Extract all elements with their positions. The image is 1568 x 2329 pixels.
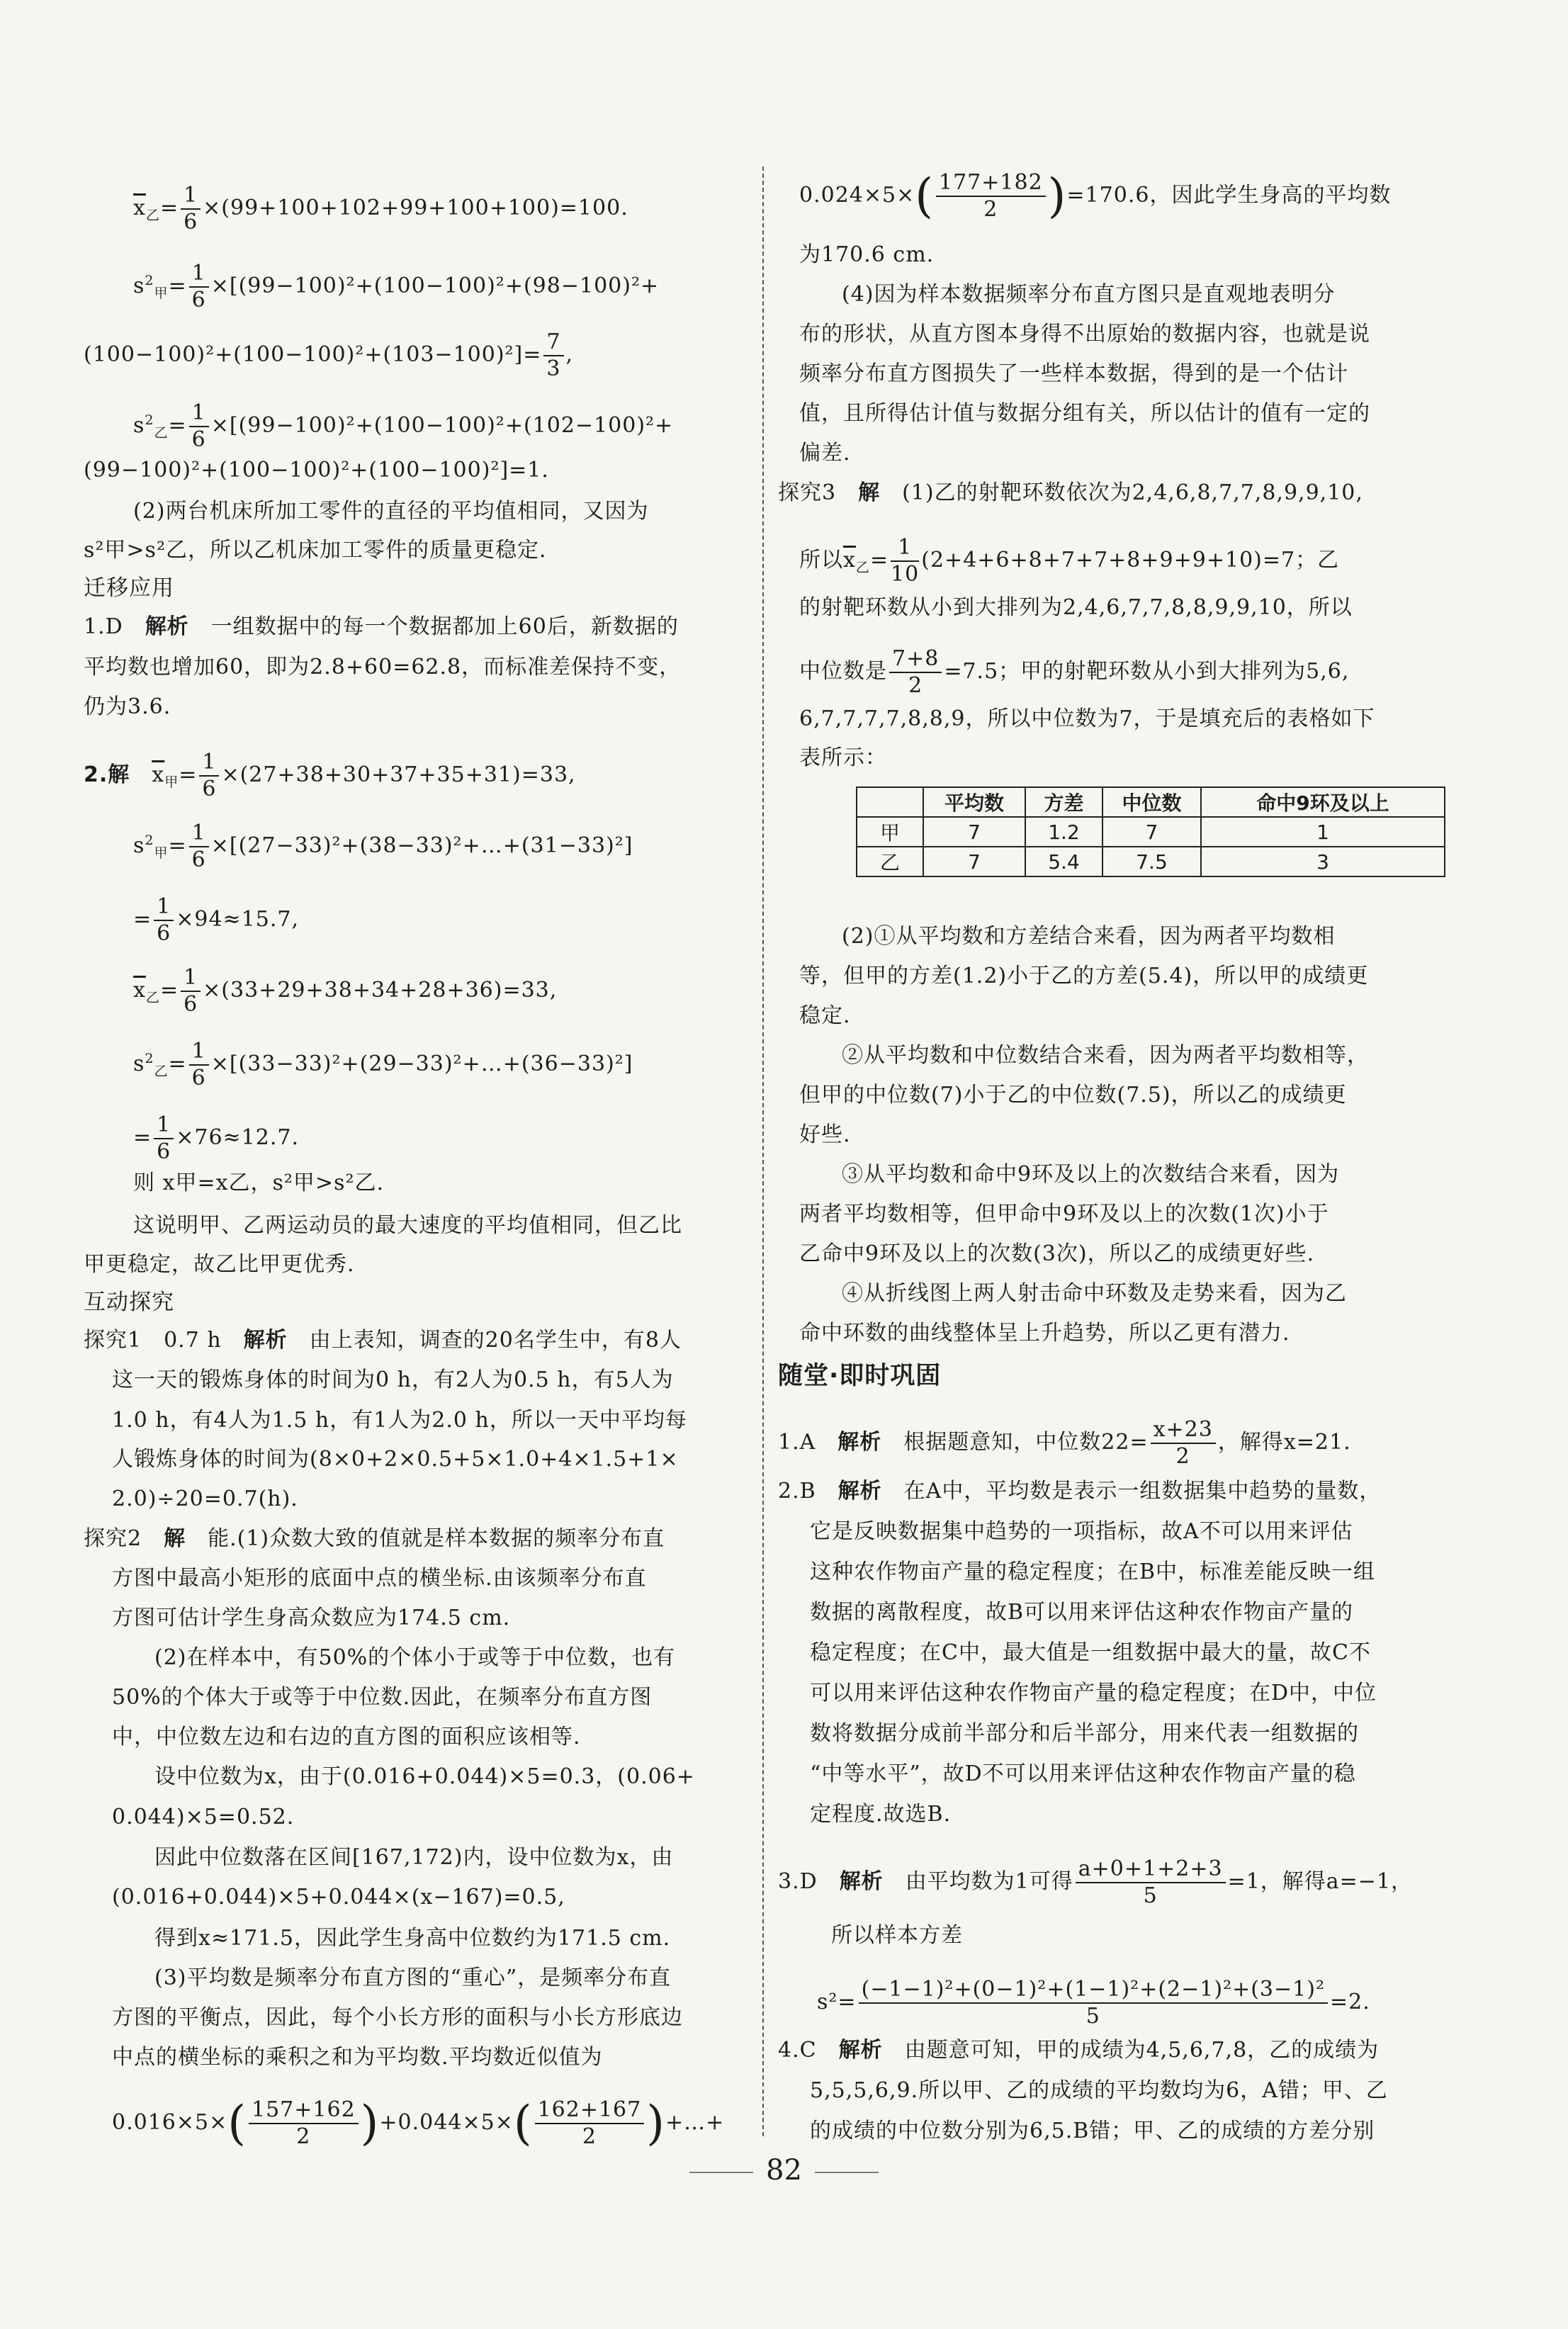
line: (99−100)²+(100−100)²+(100−100)²]=1. — [84, 458, 549, 483]
section-heading: 互动探究 — [84, 1290, 174, 1315]
table-cell: 5.4 — [1025, 847, 1102, 876]
line: 4.C 解析 由题意可知，甲的成绩为4,5,6,7,8，乙的成绩为 — [778, 2038, 1380, 2063]
table-cell: 乙 — [857, 847, 923, 876]
line: 探究1 0.7 h 解析 由上表知，调查的20名学生中，有8人 — [84, 1328, 682, 1353]
line: $s^2_乙=$ $\frac{1}{6}$ ×[(33−33)²+(29−33)²+…+(36−33)²] — [133, 1039, 633, 1090]
line: 所以样本方差 — [831, 1923, 963, 1948]
table-cell: 甲 — [857, 817, 923, 847]
line: 这一天的锻炼身体的时间为0 h，有2人为0.5 h，有5人为 — [112, 1367, 674, 1392]
line: 甲更稳定，故乙比甲更优秀. — [84, 1252, 355, 1277]
line: (2)两台机床所加工零件的直径的平均值相同，又因为 — [133, 499, 649, 524]
line: 值，且所得估计值与数据分组有关，所以估计的值有一定的 — [799, 401, 1370, 426]
table-row — [857, 817, 1445, 847]
line: 2.B 解析 在A中，平均数是表示一组数据集中趋势的量数， — [778, 1479, 1382, 1504]
line: 偏差. — [799, 441, 851, 466]
line: 方图的平衡点，因此，每个小长方形的面积与小长方形底边 — [112, 2005, 683, 2030]
line: 频率分布直方图损失了一些样本数据，得到的是一个估计 — [799, 361, 1348, 386]
line: $\overline{x}_乙=$ $\frac{1}{6}$ ×(33+29+38+34+28+36)=33, — [133, 965, 558, 1017]
page-number: 82 — [0, 2154, 1568, 2187]
table-header-row — [857, 787, 1445, 817]
line: 所以$\overline{x}_乙=$ $\frac{1}{10}$ (2+4+6+8+7+7+8+9+9+10)=7；乙 — [799, 535, 1340, 587]
line: $s^2_甲=$ $\frac{1}{6}$ ×[(27−33)²+(38−33)²+…+(31−33)²] — [133, 820, 633, 872]
line: $s^2_乙=$ $\frac{1}{6}$ ×[(99−100)²+(100−100)²+(102−100)²+ — [133, 400, 674, 452]
line: ②从平均数和中位数结合来看，因为两者平均数相等， — [842, 1043, 1369, 1068]
line: 2.0)÷20=0.7(h). — [112, 1487, 298, 1511]
line: 0.044)×5=0.52. — [112, 1805, 295, 1829]
table-header — [857, 787, 923, 817]
line: ③从平均数和命中9环及以上的次数结合来看，因为 — [842, 1162, 1340, 1187]
line: 等，但甲的方差(1.2)小于乙的方差(5.4)，所以甲的成绩更 — [799, 964, 1369, 988]
line: $\overline{x}_乙=$ $\frac{1}{6}$ ×(99+100+102+99+100+100)=100. — [133, 183, 628, 235]
line: 定程度.故选B. — [810, 1802, 952, 1827]
line: 为170.6 cm. — [799, 242, 935, 267]
line: 平均数也增加60，即为2.8+60=62.8，而标准差保持不变， — [84, 655, 682, 679]
line: 布的形状，从直方图本身得不出原始的数据内容，也就是说 — [799, 322, 1370, 346]
results-table — [856, 786, 1445, 877]
line: 50%的个体大于或等于中位数.因此，在频率分布直方图 — [112, 1685, 653, 1710]
table-header: 方差 — [1025, 787, 1102, 817]
line: ④从折线图上两人射击命中环数及走势来看，因为乙 — [842, 1281, 1347, 1306]
line: 得到x≈171.5，因此学生身高中位数约为171.5 cm. — [154, 1926, 671, 1951]
line: 稳定程度；在C中，最大值是一组数据中最大的量，故C不 — [810, 1640, 1371, 1665]
line: 1.D 解析 一组数据中的每一个数据都加上60后，新数据的 — [84, 614, 679, 639]
table-cell: 7 — [923, 817, 1025, 847]
line: 1.0 h，有4人为1.5 h，有1人为2.0 h，所以一天中平均每 — [112, 1408, 687, 1433]
line: 稳定. — [799, 1003, 851, 1028]
line: (2)①从平均数和方差结合来看，因为两者平均数相 — [842, 924, 1336, 949]
table-header: 命中9环及以上 — [1201, 787, 1445, 817]
line: 这种农作物亩产量的稳定程度；在B中，标准差能反映一组 — [810, 1560, 1376, 1584]
line: 中位数是 $\frac{7+8}{2}$ =7.5；甲的射靶环数从小到大排列为5,6, — [799, 646, 1350, 698]
line: = $\frac{1}{6}$ ×94≈15.7, — [133, 894, 300, 946]
table-cell: 7.5 — [1102, 847, 1201, 876]
line: 可以用来评估这种农作物亩产量的稳定程度；在D中，中位 — [810, 1681, 1377, 1705]
section-heading: 迁移应用 — [84, 575, 174, 601]
line: 它是反映数据集中趋势的一项指标，故A不可以用来评估 — [810, 1519, 1353, 1544]
line: 表所示： — [799, 745, 887, 770]
line: 5,5,5,6,9.所以甲、乙的成绩的平均数均为6，A错；甲、乙 — [810, 2078, 1388, 2103]
table-row — [857, 847, 1445, 876]
section-heading: 随堂·即时巩固 — [778, 1362, 942, 1390]
line: 因此中位数落在区间[167,172)内，设中位数为x，由 — [154, 1845, 674, 1870]
line: (100−100)²+(100−100)²+(103−100)²]= $\frac{7}{3}$ , — [84, 329, 574, 381]
line: 数将数据分成前半部分和后半部分，用来代表一组数据的 — [810, 1721, 1359, 1746]
line: (0.016+0.044)×5+0.044×(x−167)=0.5, — [112, 1885, 565, 1910]
line: 命中环数的曲线整体呈上升趋势，所以乙更有潜力. — [799, 1321, 1290, 1346]
line: 中点的横坐标的乘积之和为平均数.平均数近似值为 — [112, 2045, 603, 2070]
line: 方图中最高小矩形的底面中点的横坐标.由该频率分布直 — [112, 1566, 647, 1591]
table-cell: 1.2 — [1025, 817, 1102, 847]
line: 中，中位数左边和右边的直方图的面积应该相等. — [112, 1725, 581, 1749]
table-header: 中位数 — [1102, 787, 1201, 817]
line: 这说明甲、乙两运动员的最大速度的平均值相同，但乙比 — [133, 1213, 682, 1238]
line: 探究3 解 (1)乙的射靶环数依次为2,4,6,8,7,7,8,9,9,10, — [778, 480, 1363, 505]
table-cell: 1 — [1201, 817, 1445, 847]
line: s²甲>s²乙，所以乙机床加工零件的质量更稳定. — [84, 538, 547, 563]
line: 好些. — [799, 1122, 851, 1147]
column-divider — [762, 167, 764, 2136]
line: 则 x甲=x乙，s²甲>s²乙. — [133, 1171, 385, 1195]
line: 2.解 $\overline{x}_甲=$ $\frac{1}{6}$ ×(27+38+30+37+35+31)=33, — [84, 750, 576, 801]
line: (4)因为样本数据频率分布直方图只是直观地表明分 — [842, 282, 1336, 307]
line: 两者平均数相等，但甲命中9环及以上的次数(1次)小于 — [799, 1202, 1329, 1226]
table-cell: 7 — [1102, 817, 1201, 847]
line: (2)在样本中，有50%的个体小于或等于中位数，也有 — [154, 1645, 676, 1670]
line: 的射靶环数从小到大排列为2,4,6,7,7,8,8,9,9,10，所以 — [799, 595, 1353, 620]
line: 探究2 解 能.(1)众数大致的值就是样本数据的频率分布直 — [84, 1526, 665, 1551]
line: 的成绩的中位数分别为6,5.B错；甲、乙的成绩的方差分别 — [810, 2119, 1375, 2143]
line: 人锻炼身体的时间为(8×0+2×0.5+5×1.0+4×1.5+1× — [112, 1447, 679, 1472]
line: 设中位数为x，由于(0.016+0.044)×5=0.3，(0.06+ — [154, 1764, 695, 1789]
line: 方图可估计学生身高众数应为174.5 cm. — [112, 1606, 511, 1630]
line: = $\frac{1}{6}$ ×76≈12.7. — [133, 1112, 300, 1164]
table-header: 平均数 — [923, 787, 1025, 817]
line: 数据的离散程度，故B可以用来评估这种农作物亩产量的 — [810, 1600, 1354, 1625]
line: 乙命中9环及以上的次数(3次)，所以乙的成绩更好些. — [799, 1241, 1315, 1266]
line: (3)平均数是频率分布直方图的“重心”，是频率分布直 — [154, 1966, 672, 1990]
line: 6,7,7,7,7,8,8,9，所以中位数为7，于是填充后的表格如下 — [799, 706, 1375, 731]
line: 0.016×5×( $\frac{157+162}{2}$ )+0.044×5×( $\frac{162+167}{2}$ )+…+ — [112, 2096, 725, 2150]
table-cell: 3 — [1201, 847, 1445, 876]
line: 3.D 解析 由平均数为1可得 $\frac{a+0+1+2+3}{5}$ =1，解得a=−1， — [778, 1856, 1414, 1908]
line: 1.A 解析 根据题意知，中位数22= $\frac{x+23}{2}$ ，解得x=21. — [778, 1417, 1351, 1469]
line: 0.024×5×( $\frac{177+182}{2}$ )=170.6，因此学生身高的平均数 — [799, 169, 1392, 223]
line: 但甲的中位数(7)小于乙的中位数(7.5)，所以乙的成绩更 — [799, 1083, 1347, 1107]
table-cell: 7 — [923, 847, 1025, 876]
line: s²= $\frac{\text{(−1−1)²+(0−1)²+(1−1)²+(2−1)²+(3−1)²}}{5}$ =2. — [817, 1977, 1370, 2029]
line: $s^2_甲=$ $\frac{1}{6}$ ×[(99−100)²+(100−100)²+(98−100)²+ — [133, 261, 660, 312]
line: “中等水平”，故D不可以用来评估这种农作物亩产量的稳 — [810, 1761, 1356, 1786]
line: 仍为3.6. — [84, 694, 171, 719]
